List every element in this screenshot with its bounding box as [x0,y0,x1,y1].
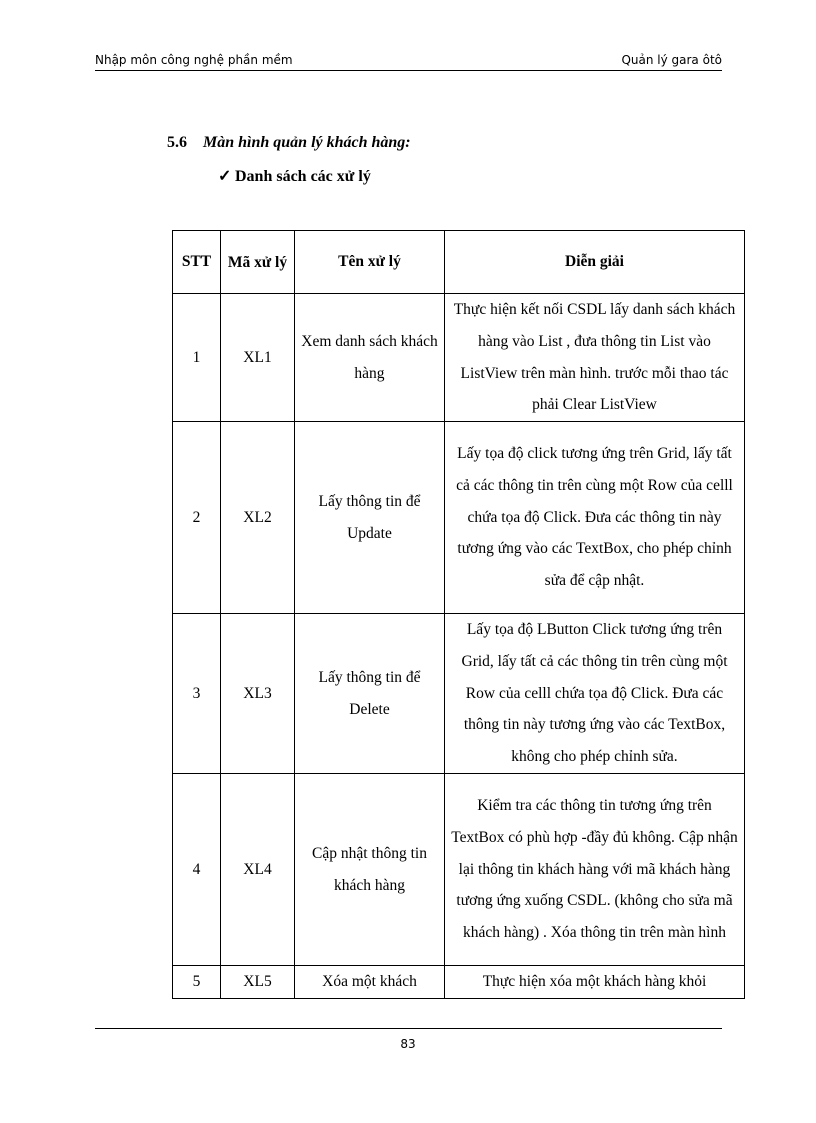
cell-name: Cập nhật thông tin khách hàng [295,774,445,966]
processing-list-table [172,230,745,999]
header-desc: Diễn giải [445,231,745,294]
footer-divider [95,1028,722,1029]
header-right-text: Quản lý gara ôtô [621,53,722,67]
table-row [173,614,745,774]
cell-stt: 4 [173,774,221,966]
cell-stt: 1 [173,294,221,422]
cell-stt: 3 [173,614,221,774]
table-row [173,294,745,422]
table-row [173,422,745,614]
cell-desc: Lấy tọa độ click tương ứng trên Grid, lấy tất cả các thông tin trên cùng một Row của celll chứa tọa độ Click. Đưa các thông tin này tương ứng vào các TextBox, cho phép chỉnh sửa để cập nhật. [445,422,745,614]
section-number: 5.6 [167,134,187,151]
page-number: 83 [400,1037,416,1051]
cell-stt: 2 [173,422,221,614]
header-left-text: Nhập môn công nghệ phần mềm [95,53,293,67]
cell-code: XL1 [221,294,295,422]
cell-code: XL4 [221,774,295,966]
section-title: Màn hình quản lý khách hàng: [203,134,411,151]
header-name: Tên xử lý [295,231,445,294]
page-header [95,53,722,71]
section-heading [167,134,411,152]
cell-code: XL3 [221,614,295,774]
cell-stt: 5 [173,966,221,999]
cell-desc: Thực hiện kết nối CSDL lấy danh sách khách hàng vào List , đưa thông tin List vào ListView trên màn hình. trước mỗi thao tác phải Clear ListView [445,294,745,422]
table-header-row [173,231,745,294]
checkmark-icon: ✓ [218,168,232,185]
cell-name: Xóa một khách [295,966,445,999]
cell-code: XL2 [221,422,295,614]
header-code: Mã xử lý [221,231,295,294]
cell-name: Lấy thông tin để Delete [295,614,445,774]
subsection-heading [218,166,371,186]
cell-desc: Thực hiện xóa một khách hàng khỏi [445,966,745,999]
cell-desc: Lấy tọa độ LButton Click tương ứng trên Grid, lấy tất cả các thông tin trên cùng một Row của celll chứa tọa độ Click. Đưa các thông tin này tương ứng vào các TextBox, không cho phép chỉnh sửa. [445,614,745,774]
cell-code: XL5 [221,966,295,999]
header-stt: STT [173,231,221,294]
table-row [173,966,745,999]
cell-name: Xem danh sách khách hàng [295,294,445,422]
cell-desc: Kiểm tra các thông tin tương ứng trên TextBox có phù hợp -đầy đủ không. Cập nhận lại thông tin khách hàng với mã khách hàng tương ứng xuống CSDL. (không cho sửa mã khách hàng) . Xóa thông tin trên màn hình [445,774,745,966]
cell-name: Lấy thông tin để Update [295,422,445,614]
table-row [173,774,745,966]
subsection-title: Danh sách các xử lý [235,168,371,185]
